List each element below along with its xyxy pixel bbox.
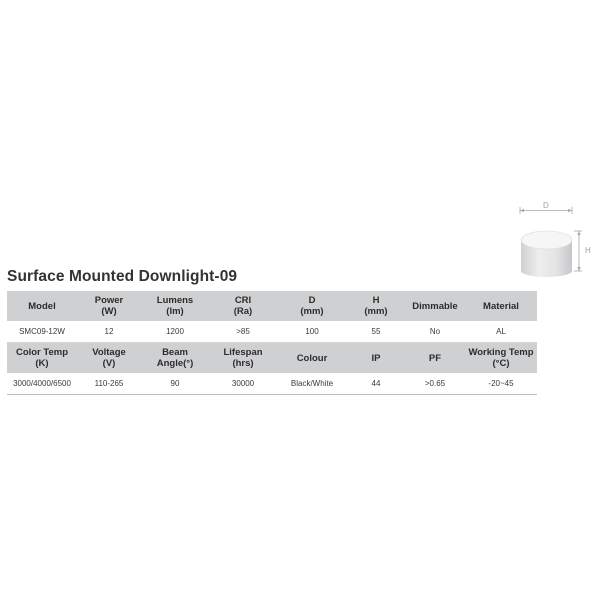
page-title: Surface Mounted Downlight-09	[7, 268, 238, 285]
value-cell: 3000/4000/6500	[7, 373, 77, 395]
header-cell: Color Temp (K)	[7, 343, 77, 374]
header-cell: Colour	[277, 343, 347, 374]
header-cell: H (mm)	[347, 291, 405, 321]
header-cell: PF	[405, 343, 465, 374]
value-cell: 110-265	[77, 373, 141, 395]
value-cell: 1200	[141, 321, 209, 343]
value-row-1	[7, 321, 537, 343]
header-cell: Working Temp (°C)	[465, 343, 537, 374]
header-cell: CRI (Ra)	[209, 291, 277, 321]
dimension-d-label: D	[543, 201, 549, 210]
header-cell: Lumens (lm)	[141, 291, 209, 321]
header-cell: Power (W)	[77, 291, 141, 321]
dimension-h-line	[574, 231, 582, 271]
value-cell: AL	[465, 321, 537, 343]
value-cell: 100	[277, 321, 347, 343]
value-cell: 90	[141, 373, 209, 395]
value-cell: SMC09-12W	[7, 321, 77, 343]
value-cell: >0.65	[405, 373, 465, 395]
value-cell: -20~45	[465, 373, 537, 395]
value-row-2	[7, 373, 537, 395]
value-cell: >85	[209, 321, 277, 343]
value-cell: 55	[347, 321, 405, 343]
value-cell: Black/White	[277, 373, 347, 395]
header-row-1	[7, 291, 537, 321]
spec-table	[7, 291, 537, 395]
value-cell: No	[405, 321, 465, 343]
header-cell: Voltage (V)	[77, 343, 141, 374]
downlight-dimension-diagram	[512, 200, 600, 282]
header-row-2	[7, 343, 537, 374]
value-cell: 44	[347, 373, 405, 395]
header-cell: Dimmable	[405, 291, 465, 321]
header-cell: Beam Angle(°)	[141, 343, 209, 374]
header-cell: Lifespan (hrs)	[209, 343, 277, 374]
header-cell: IP	[347, 343, 405, 374]
header-cell: D (mm)	[277, 291, 347, 321]
dimension-h-label: H	[585, 246, 591, 255]
header-cell: Material	[465, 291, 537, 321]
value-cell: 12	[77, 321, 141, 343]
header-cell: Model	[7, 291, 77, 321]
value-cell: 30000	[209, 373, 277, 395]
downlight-body	[521, 231, 572, 277]
